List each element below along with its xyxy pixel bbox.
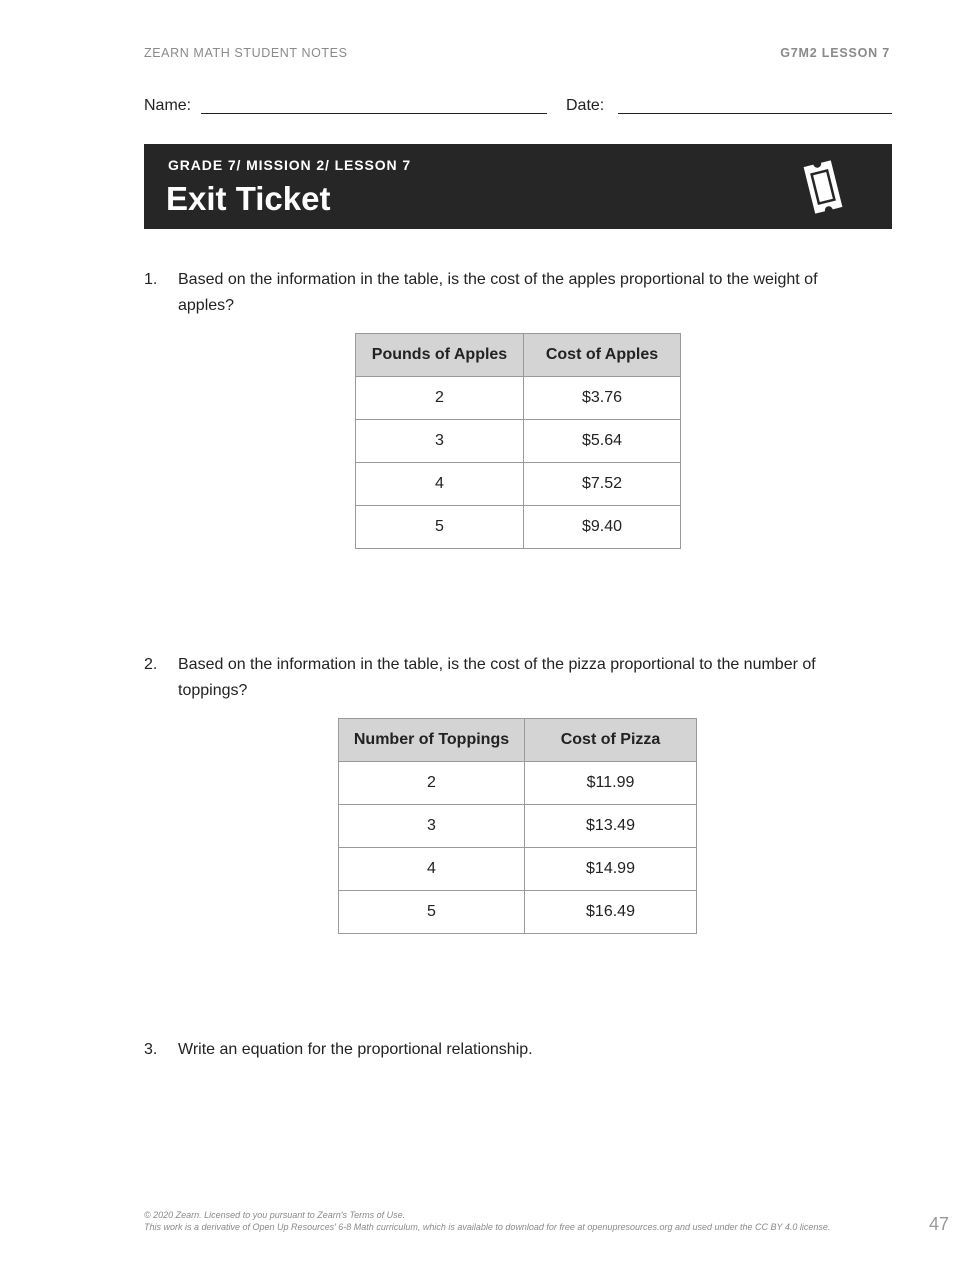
table-cell: 3	[356, 420, 524, 463]
column-header: Cost of Apples	[524, 334, 681, 377]
pizza-table	[338, 718, 697, 934]
table-row	[339, 805, 697, 848]
lesson-code: G7M2 LESSON 7	[780, 46, 890, 60]
banner-subtitle: GRADE 7/ MISSION 2/ LESSON 7	[168, 157, 412, 173]
column-header: Cost of Pizza	[525, 719, 697, 762]
table-row	[356, 420, 681, 463]
apples-table	[355, 333, 681, 549]
question-2	[144, 652, 844, 704]
table-header-row	[356, 334, 681, 377]
question-text: Based on the information in the table, is the cost of the pizza proportional to the number of toppings?	[178, 656, 816, 699]
question-number: 2.	[144, 656, 158, 673]
table-cell: 4	[356, 463, 524, 506]
date-field[interactable]	[618, 113, 892, 114]
ticket-icon	[800, 159, 846, 215]
question-text: Write an equation for the proportional relationship.	[178, 1041, 533, 1058]
table-cell: $5.64	[524, 420, 681, 463]
question-number: 1.	[144, 271, 158, 288]
table-row	[356, 506, 681, 549]
table-row	[339, 891, 697, 934]
question-3	[144, 1037, 844, 1063]
name-field[interactable]	[201, 113, 547, 114]
table-cell: $16.49	[525, 891, 697, 934]
table-cell: $7.52	[524, 463, 681, 506]
question-1	[144, 267, 844, 319]
date-label: Date:	[566, 97, 605, 114]
table-cell: 5	[356, 506, 524, 549]
header-title: ZEARN MATH STUDENT NOTES	[144, 46, 348, 60]
banner-title: Exit Ticket	[166, 180, 331, 217]
table-row	[339, 762, 697, 805]
name-label: Name:	[144, 97, 192, 114]
footer-license: This work is a derivative of Open Up Resources' 6-8 Math curriculum, which is available to download for free at openupresources.org and used under the CC BY 4.0 license.	[144, 1222, 831, 1232]
question-text: Based on the information in the table, is the cost of the apples proportional to the weight of apples?	[178, 271, 818, 314]
table-header-row	[339, 719, 697, 762]
table-row	[356, 377, 681, 420]
exit-ticket-banner	[144, 144, 892, 229]
table-cell: $9.40	[524, 506, 681, 549]
table-cell: $11.99	[525, 762, 697, 805]
table-row	[339, 848, 697, 891]
question-number: 3.	[144, 1041, 158, 1058]
page-number: 47	[928, 1214, 949, 1234]
table-cell: $14.99	[525, 848, 697, 891]
table-cell: 3	[339, 805, 525, 848]
table-cell: $13.49	[525, 805, 697, 848]
column-header: Number of Toppings	[339, 719, 525, 762]
table-cell: 4	[339, 848, 525, 891]
footer-copyright: © 2020 Zearn. Licensed to you pursuant to Zearn's Terms of Use.	[144, 1210, 406, 1220]
table-cell: 2	[356, 377, 524, 420]
table-row	[356, 463, 681, 506]
column-header: Pounds of Apples	[356, 334, 524, 377]
table-cell: 5	[339, 891, 525, 934]
table-cell: 2	[339, 762, 525, 805]
table-cell: $3.76	[524, 377, 681, 420]
